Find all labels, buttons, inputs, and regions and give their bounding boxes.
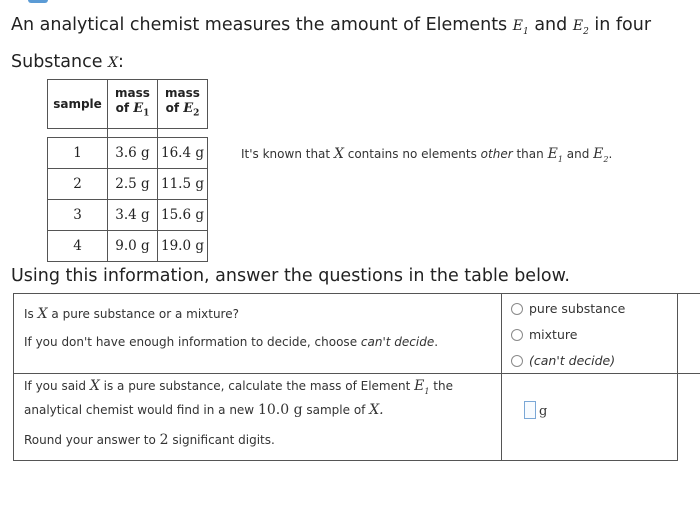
- option-cant-decide[interactable]: [511, 353, 615, 368]
- known-statement: It's known that X contains no elements other than $E_1$ and $E_2$.: [241, 146, 613, 164]
- instructions-heading: Using this information, answer the questions in the table below.: [11, 266, 570, 286]
- mass-e1-cell: 9.0 g: [108, 231, 158, 262]
- sample-cell: 4: [48, 231, 108, 262]
- element-e2: $E_2$: [572, 18, 589, 37]
- table-row: [48, 231, 208, 262]
- column-divider: [501, 294, 502, 460]
- radio-icon[interactable]: [511, 355, 523, 367]
- mass-data-table: [47, 79, 208, 262]
- intro-text-end: in four: [594, 15, 652, 35]
- option-label: (can't decide): [529, 353, 616, 368]
- option-label: pure substance: [529, 301, 626, 316]
- intro-text: An analytical chemist measures the amount of Elements: [11, 15, 508, 35]
- top-accent-bar: [28, 0, 48, 3]
- question-table: [13, 293, 678, 461]
- intro-and: and: [534, 15, 568, 35]
- mass-answer-input[interactable]: [524, 401, 536, 419]
- q1-line1: Is X a pure substance or a mixture?: [24, 306, 239, 322]
- q2-line1: If you said X is a pure substance, calculate the mass of Element $E_1$ the: [24, 378, 453, 396]
- q1-line2: If you don't have enough information to decide, choose can't decide.: [24, 335, 439, 349]
- substance-x: X: [108, 54, 119, 71]
- option-mixture[interactable]: [511, 327, 577, 342]
- mass-e2-cell: 15.6 g: [158, 200, 208, 231]
- table-row: [48, 169, 208, 200]
- mass-e2-cell: 16.4 g: [158, 138, 208, 169]
- header-sample: sample: [48, 80, 108, 129]
- table-row: [48, 138, 208, 169]
- sample-cell: 2: [48, 169, 108, 200]
- answer-field-group: [524, 401, 547, 419]
- mass-e1-cell: 3.4 g: [108, 200, 158, 231]
- intro-substance: Substance: [11, 51, 103, 72]
- sample-cell: 3: [48, 200, 108, 231]
- element-e1: $E_1$: [512, 18, 529, 37]
- sample-cell: 1: [48, 138, 108, 169]
- right-edge-band: [678, 293, 700, 374]
- intro-colon: :: [118, 51, 124, 72]
- q2-line3: Round your answer to 2 significant digits.: [24, 432, 275, 448]
- mass-e2-cell: 11.5 g: [158, 169, 208, 200]
- table-row: [48, 200, 208, 231]
- header-mass-e1: mass of $E_1$: [108, 80, 158, 129]
- option-label: mixture: [529, 327, 578, 342]
- option-pure-substance[interactable]: [511, 301, 625, 316]
- mass-e2-cell: 19.0 g: [158, 231, 208, 262]
- mass-e1-cell: 2.5 g: [108, 169, 158, 200]
- header-mass-e2: mass of $E_2$: [158, 80, 208, 129]
- radio-icon[interactable]: [511, 329, 523, 341]
- problem-intro: [11, 10, 691, 78]
- mass-e1-cell: 3.6 g: [108, 138, 158, 169]
- q2-line2: analytical chemist would find in a new 10.0 g sample of X.: [24, 402, 384, 418]
- unit-label: g: [539, 404, 548, 419]
- radio-icon[interactable]: [511, 303, 523, 315]
